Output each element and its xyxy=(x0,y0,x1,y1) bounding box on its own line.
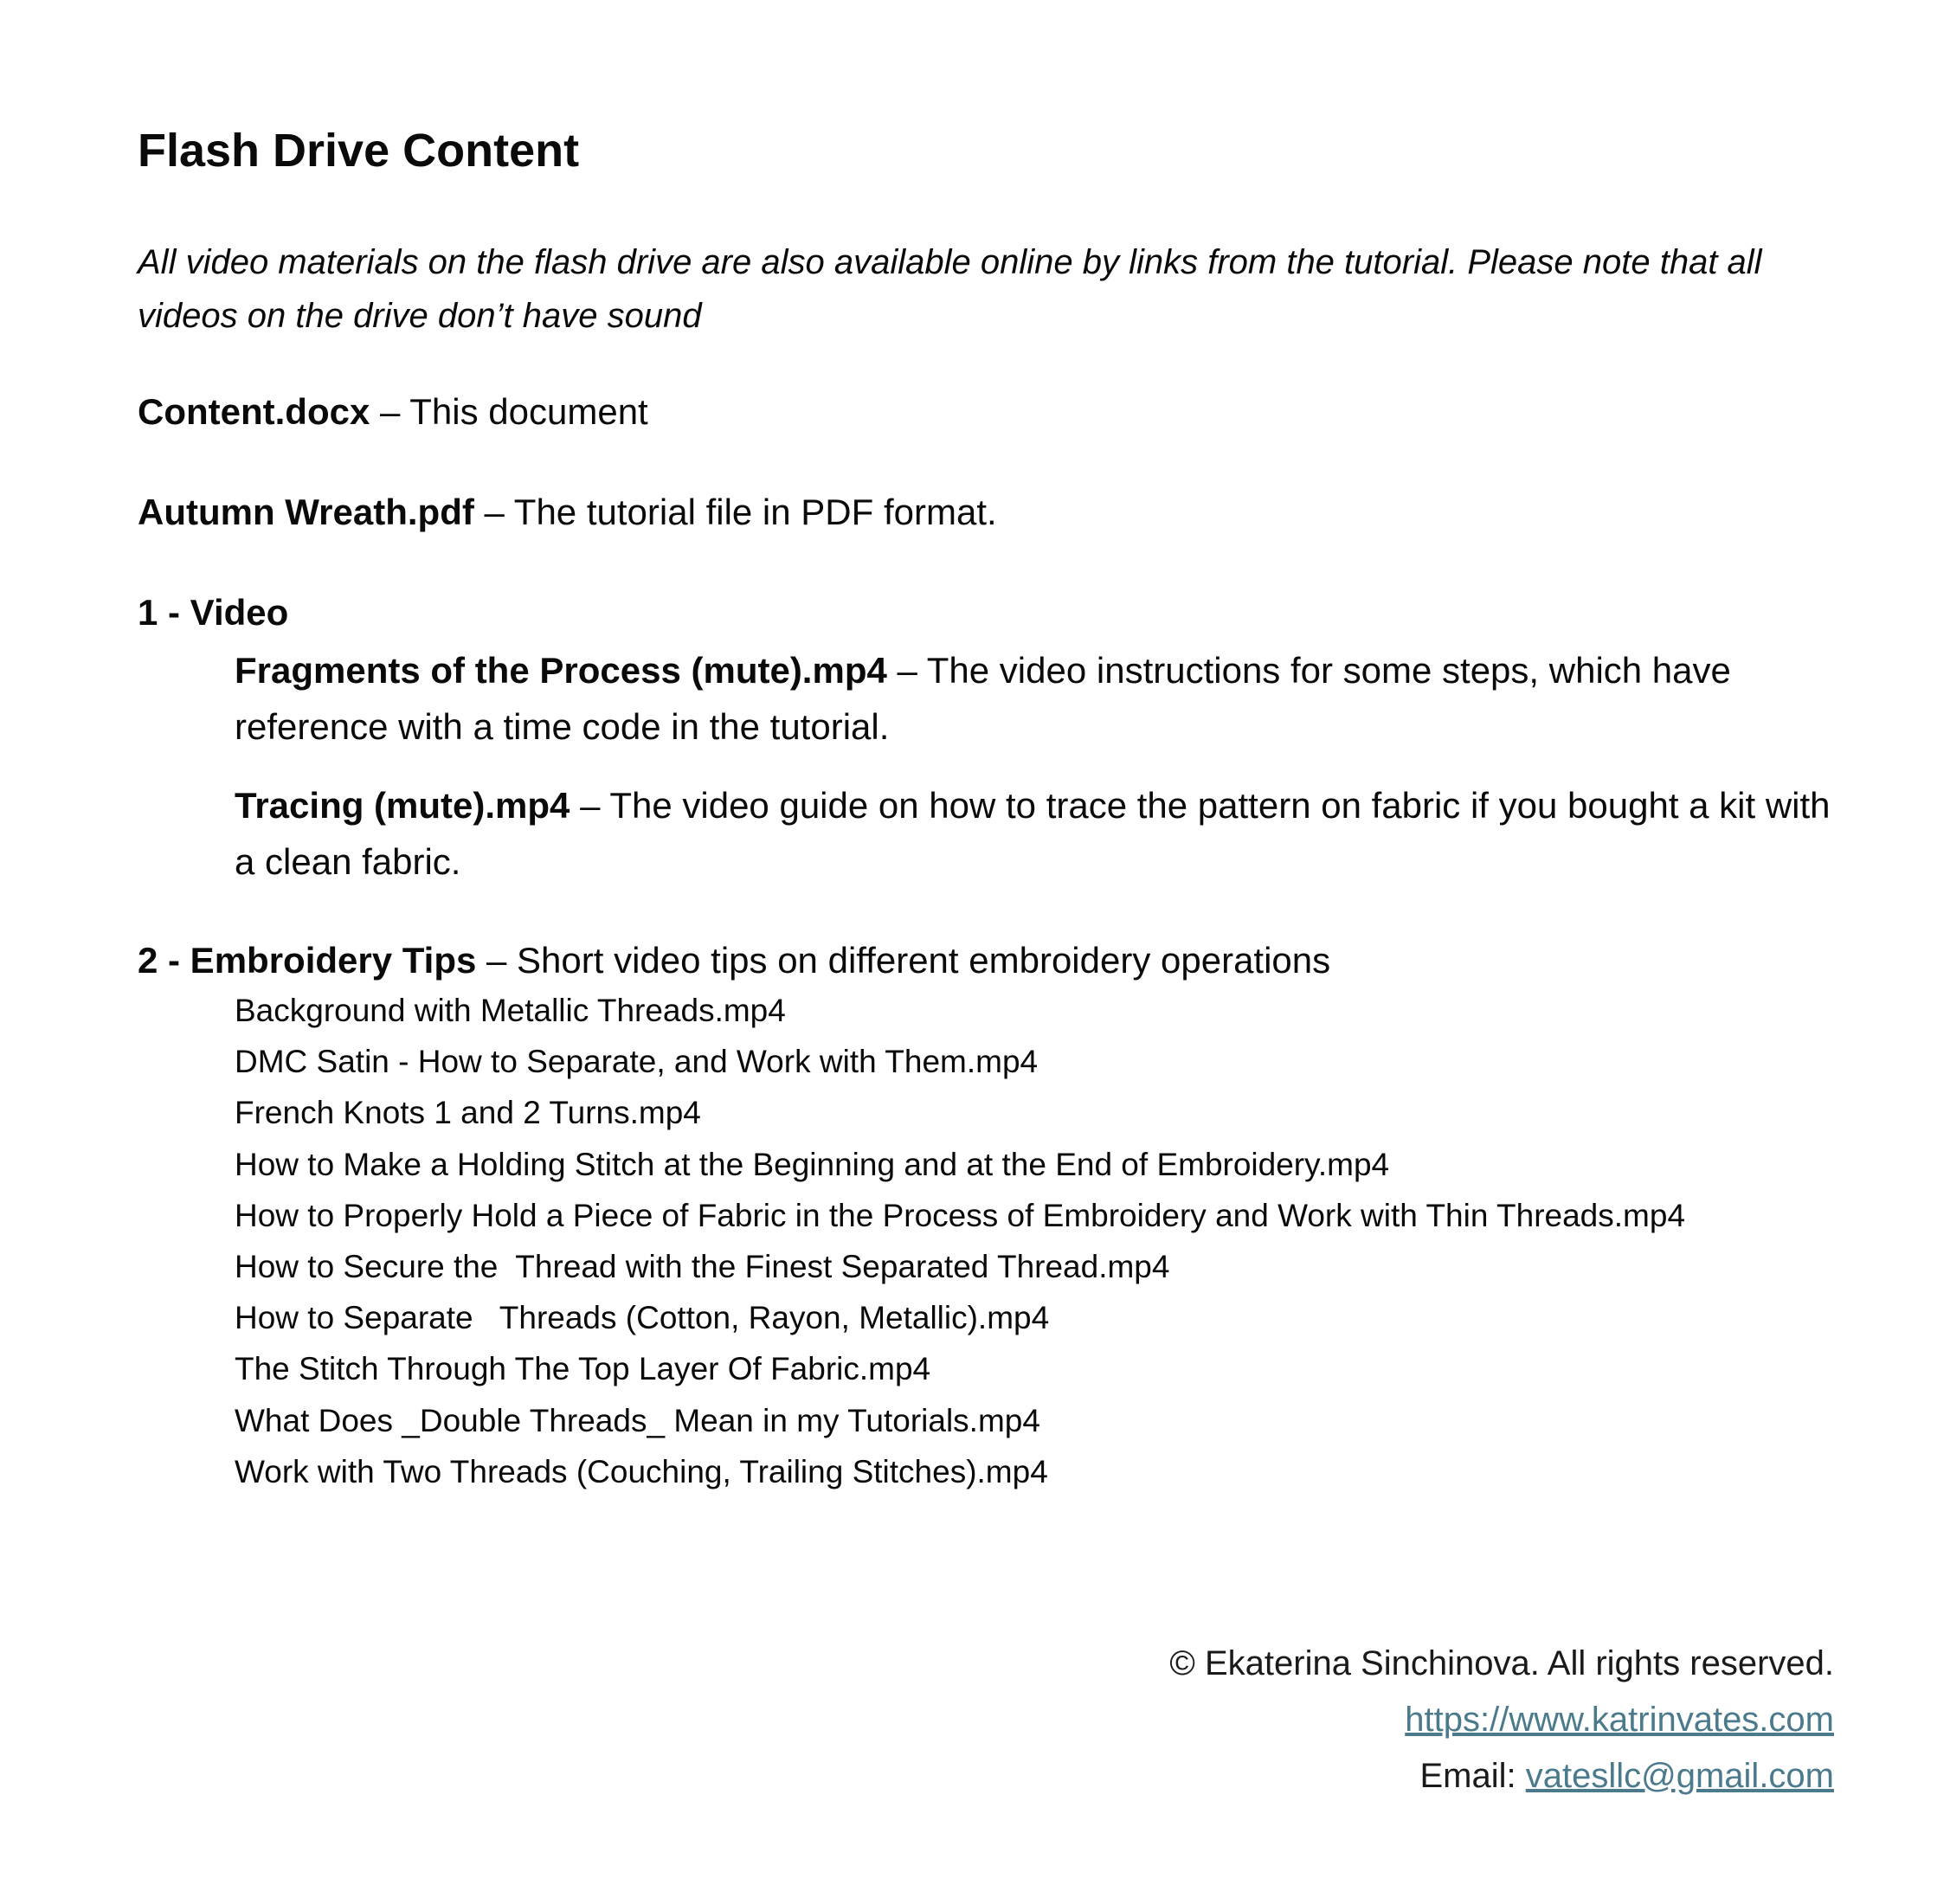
file-entry-content xyxy=(138,384,648,440)
list-item: How to Make a Holding Stitch at the Beginning and at the End of Embroidery.mp4 xyxy=(235,1146,1390,1182)
email-link[interactable]: vatesllc@gmail.com xyxy=(1525,1757,1834,1795)
video-section-heading xyxy=(138,585,288,640)
video-item-name: Fragments of the Process (mute).mp4 xyxy=(235,650,887,691)
file-entry-pdf xyxy=(138,485,997,540)
tips-heading-desc: – Short video tips on different embroidery operations xyxy=(476,940,1331,981)
list-item: How to Secure the Thread with the Finest Separated Thread.mp4 xyxy=(235,1249,1170,1285)
list-item: How to Separate Threads (Cotton, Rayon, Metallic).mp4 xyxy=(235,1300,1050,1336)
file-desc-pdf: – The tutorial file in PDF format. xyxy=(473,492,997,532)
list-item: DMC Satin - How to Separate, and Work with Them.mp4 xyxy=(235,1044,1039,1080)
list-item: French Knots 1 and 2 Turns.mp4 xyxy=(235,1095,701,1131)
list-item: Background with Metallic Threads.mp4 xyxy=(235,993,786,1028)
intro-note: All video materials on the flash drive are also available online by links from the tutorial. Please note that all videos on the drive don’t have sound xyxy=(138,243,1762,335)
file-name-content: Content.docx xyxy=(138,391,370,432)
video-item-desc: – The video guide on how to trace the pattern on fabric if you bought a kit with a clean fabric. xyxy=(235,785,1831,882)
tips-section-heading xyxy=(138,933,1330,988)
tips-file-list xyxy=(235,985,1685,1497)
footer xyxy=(1169,1636,1834,1804)
file-desc-content: – This document xyxy=(370,391,648,432)
video-heading-text: 1 - Video xyxy=(138,592,289,633)
tips-heading-text: 2 - Embroidery Tips xyxy=(138,940,477,981)
file-name-pdf: Autumn Wreath.pdf xyxy=(138,492,474,532)
email-label: Email: xyxy=(1419,1757,1526,1795)
list-item: Work with Two Threads (Couching, Trailing Stitches).mp4 xyxy=(235,1453,1048,1489)
copyright-text: © Ekaterina Sinchinova. All rights reserved. xyxy=(1169,1644,1834,1682)
video-item xyxy=(235,777,1836,890)
website-link[interactable]: https://www.katrinvates.com xyxy=(1405,1701,1834,1739)
list-item: What Does _Double Threads_ Mean in my Tutorials.mp4 xyxy=(235,1402,1040,1438)
page-title: Flash Drive Content xyxy=(138,125,580,177)
email-line xyxy=(1169,1748,1834,1804)
video-item xyxy=(235,642,1836,755)
list-item: The Stitch Through The Top Layer Of Fabric.mp4 xyxy=(235,1351,931,1387)
video-item-desc: – The video instructions for some steps, which have reference with a time code in the tutorial. xyxy=(235,650,1731,747)
video-item-name: Tracing (mute).mp4 xyxy=(235,785,570,826)
list-item: How to Properly Hold a Piece of Fabric in the Process of Embroidery and Work with Thin Threads.mp4 xyxy=(235,1197,1686,1233)
